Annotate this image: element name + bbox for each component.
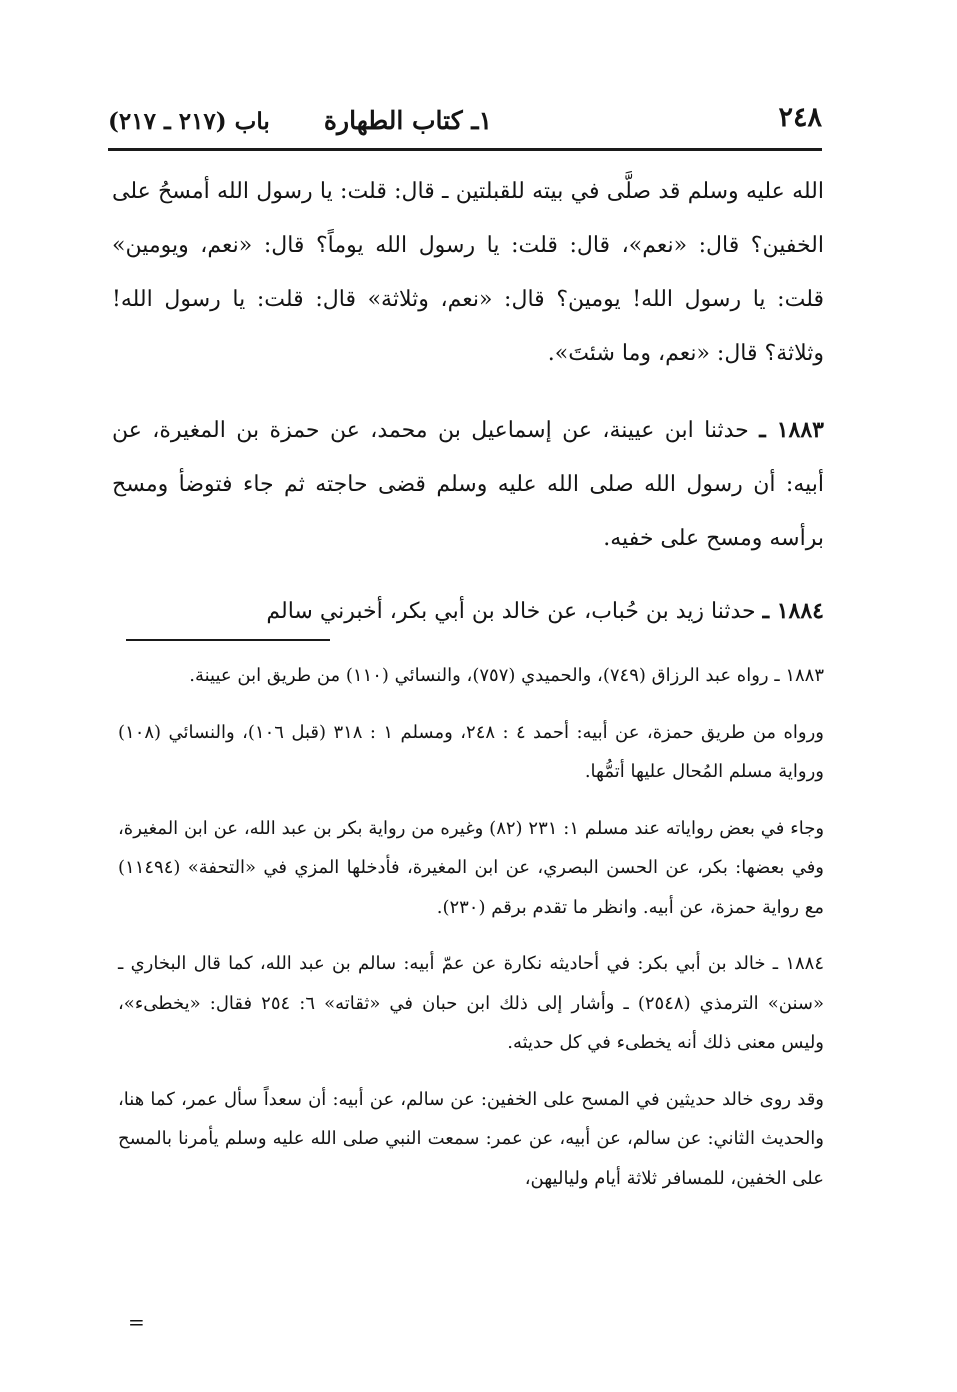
- hadith-text: حدثنا زيد بن حُباب، عن خالد بن أبي بكر، أخبرني سالم: [266, 599, 756, 624]
- hadith-number: ١٨٨٣ ـ: [759, 417, 824, 443]
- bab-title: باب (٢١٧ ـ ٢١٧): [108, 108, 270, 135]
- footnote-1884-cont: وقد روى خالد حديثين في المسح على الخفين: عن سالم، عن أبيه: أن سعداً سأل عمر، كما هنا، والحديث الثاني: عن سالم، عن أبيه، عن عمر: سمعت النبي صلى الله عليه وسلم يأمرنا بالمسح على الخفين، للمسافر ثلاثة أيام ولياليهن،: [118, 1088, 824, 1189]
- hadith-1883: [112, 403, 824, 566]
- page-number: ٢٤٨: [778, 102, 822, 133]
- hadith-number: ١٨٨٤ ـ: [762, 598, 824, 624]
- paragraph-continued: الله عليه وسلم قد صلَّى في بيته للقبلتين ـ قال: قلت: يا رسول الله أمسحُ على الخفين؟ قال: «نعم»، قال: قلت: يا رسول الله يوماً؟ قال: «نعم، ويومين» قلت: يا رسول الله! يومين؟ قال: «نعم، وثلاثة» قال: قلت: يا رسول الله! وثلاثة؟ قال: «نعم، وما شئتَ».: [112, 179, 824, 366]
- continuation-mark: =: [128, 1310, 145, 1334]
- footnotes: [118, 656, 824, 1215]
- footnote-1884: ١٨٨٤ ـ خالد بن أبي بكر: في أحاديثه نكارة عن عمّ أبيه: سالم بن عبد الله، كما قال البخاري ـ «سنن» الترمذي (٢٥٤٨) ـ وأشار إلى ذلك ابن حبان في «ثقاته» ٦: ٢٥٤ فقال: «يخطىء»، وليس معنى ذلك أنه يخطىء في كل حديثه.: [118, 953, 824, 1053]
- hadith-text: حدثنا ابن عيينة، عن إسماعيل بن محمد، عن حمزة بن المغيرة، عن أبيه: أن رسول الله صلى الله عليه وسلم قضى حاجته ثم جاء فتوضأ ومسح برأسه ومسح على خفيه.: [112, 418, 824, 551]
- running-header: [108, 98, 822, 142]
- chapter-title: ١ـ كتاب الطهارة: [323, 106, 493, 135]
- footnote-1883-cont: ورواه من طريق حمزة، عن أبيه: أحمد ٤ : ٢٤٨، ومسلم ١ : ٣١٨ (قبل ١٠٦)، والنسائي (١٠٨) ورواية مسلم المُحال عليها أتمُّها.: [118, 721, 824, 782]
- main-text: [112, 165, 824, 639]
- footnote-1883: ١٨٨٣ ـ رواه عبد الرزاق (٧٤٩)، والحميدي (٧٥٧)، والنسائي (١١٠) من طريق ابن عيينة.: [189, 665, 824, 686]
- footnote-1883-cont2: وجاء في بعض رواياته عند مسلم ١: ٢٣١ (٨٢) وغيره من رواية بكر بن عبد الله، عن ابن المغيرة، وفي بعضها: بكر، عن الحسن البصري، عن ابن المغيرة، فأدخلها المزي في «التحفة» (١١٤٩٤) مع رواية حمزة، عن أبيه. وانظر ما تقدم برقم (٢٣٠).: [118, 817, 825, 918]
- hadith-1884: [112, 584, 824, 639]
- header-rule: [108, 148, 822, 151]
- footnote-rule: [126, 639, 330, 641]
